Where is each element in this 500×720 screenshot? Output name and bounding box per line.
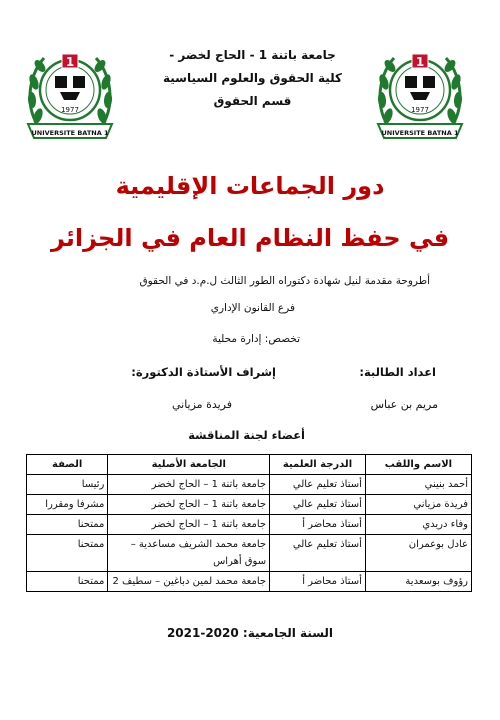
- member-university: جامعة محمد لمين دباغين – سطيف 2: [108, 572, 270, 592]
- branch-label: فرع القانون الإداري: [210, 302, 295, 314]
- faculty-name: كلية الحقوق والعلوم السياسية: [162, 71, 343, 85]
- svg-text:1: 1: [415, 55, 425, 69]
- member-university: جامعة باتنة 1 – الحاج لخضر: [108, 515, 270, 535]
- column-header-degree: الدرجة العلمية: [270, 455, 366, 475]
- member-role: مشرفا ومقررا: [27, 495, 108, 515]
- member-degree: أستاذ محاضر أ: [270, 515, 366, 535]
- member-role: ممتحنا: [27, 572, 108, 592]
- member-name: عادل بوعمران: [365, 535, 471, 572]
- thesis-title-line-1: دور الجماعات الإقليمية: [115, 172, 385, 200]
- member-university: جامعة باتنة 1 – الحاج لخضر: [108, 475, 270, 495]
- table-row: [27, 535, 472, 572]
- thesis-title-line-2: في حفظ النظام العام في الجزائر: [50, 224, 450, 252]
- member-degree: أستاذ تعليم عالي: [270, 475, 366, 495]
- member-name: وفاء دريدي: [365, 515, 471, 535]
- member-role: ممتحنا: [27, 535, 108, 572]
- student-name: مريم بن عباس: [370, 398, 438, 411]
- member-university: جامعة محمد الشريف مساعدية – سوق أهراس: [108, 535, 270, 572]
- academic-year: السنة الجامعية: 2020-2021: [166, 626, 334, 640]
- member-name: أحمد بنيني: [365, 475, 471, 495]
- member-name: رؤوف بوسعدية: [365, 572, 471, 592]
- committee-title: أعضاء لجنة المناقشة: [188, 428, 305, 442]
- svg-text:UNIVERSITE BATNA 1: UNIVERSITE BATNA 1: [381, 129, 459, 137]
- university-name: جامعة باتنة 1 - الحاج لخضر -: [169, 48, 336, 62]
- degree-statement: أطروحة مقدمة لنيل شهادة دكتوراه الطور الثالث ل.م.د في الحقوق: [139, 275, 430, 287]
- member-name: فريدة مزياني: [365, 495, 471, 515]
- svg-text:UNIVERSITE BATNA 1: UNIVERSITE BATNA 1: [31, 129, 109, 137]
- column-header-name: الاسم واللقب: [365, 455, 471, 475]
- table-row: [27, 515, 472, 535]
- table-header-row: [27, 455, 472, 475]
- member-degree: أستاذ محاضر أ: [270, 572, 366, 592]
- table-row: [27, 475, 472, 495]
- table-row: [27, 495, 472, 515]
- committee-table: [26, 454, 472, 592]
- student-label: اعداد الطالبة:: [359, 365, 436, 379]
- member-role: رئيسا: [27, 475, 108, 495]
- table-row: [27, 572, 472, 592]
- member-university: جامعة باتنة 1 – الحاج لخضر: [108, 495, 270, 515]
- institution-header: [140, 44, 365, 113]
- supervisor-name: فريدة مزياني: [171, 398, 232, 411]
- member-role: ممتحنا: [27, 515, 108, 535]
- svg-text:1: 1: [65, 55, 75, 69]
- university-logo-right: [372, 42, 468, 144]
- column-header-university: الجامعة الأصلية: [108, 455, 270, 475]
- specialty-label: تخصص: إدارة محلية: [212, 333, 300, 345]
- university-logo-left: [22, 42, 118, 144]
- column-header-role: الصفة: [27, 455, 108, 475]
- member-degree: أستاذ تعليم عالي: [270, 495, 366, 515]
- supervisor-label: إشراف الأستاذة الدكتورة:: [131, 365, 276, 379]
- department-name: قسم الحقوق: [213, 94, 292, 108]
- svg-text:1977: 1977: [61, 106, 79, 114]
- svg-text:1977: 1977: [411, 106, 429, 114]
- member-degree: أستاذ تعليم عالي: [270, 535, 366, 572]
